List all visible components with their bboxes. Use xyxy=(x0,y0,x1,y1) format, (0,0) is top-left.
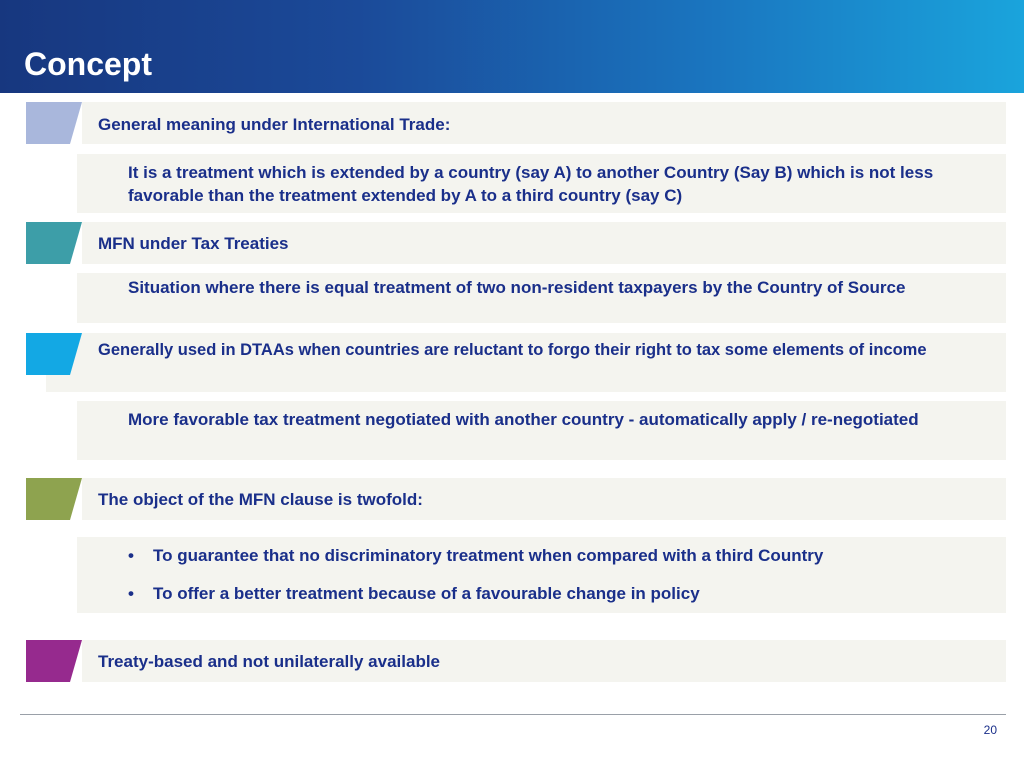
section-dtaa-tab xyxy=(26,333,82,375)
page-title: Concept xyxy=(24,46,152,82)
title-banner xyxy=(0,0,1024,93)
section-object-tab xyxy=(26,478,82,520)
section-treaty-tab xyxy=(26,640,82,682)
section-mfn-heading: MFN under Tax Treaties xyxy=(98,234,289,253)
bullet-item: • To guarantee that no discriminatory treatment when compared with a third Country xyxy=(128,537,823,575)
section-mfn-tab xyxy=(26,222,82,264)
section-general-tab xyxy=(26,102,82,144)
section-treaty-heading: Treaty-based and not unilaterally available xyxy=(98,652,441,671)
page-number: 20 xyxy=(983,723,997,737)
section-general-heading: General meaning under International Trade: xyxy=(98,115,451,134)
section-object-heading: The object of the MFN clause is twofold: xyxy=(98,490,423,509)
section-dtaa-detail: More favorable tax treatment negotiated with another country - automatically apply / re-negotiated xyxy=(128,410,919,429)
section-dtaa-heading: Generally used in DTAAs when countries are reluctant to forgo their right to tax some elements of income xyxy=(98,341,927,359)
bullet-item: • To offer a better treatment because of a favourable change in policy xyxy=(128,575,823,613)
section-mfn-detail: Situation where there is equal treatment of two non-resident taxpayers by the Country of Source xyxy=(128,278,906,297)
footer-divider xyxy=(20,714,1006,715)
section-object-bullet-list xyxy=(128,537,823,613)
section-general-detail: It is a treatment which is extended by a country (say A) to another Country (Say B) which is not less favorable than the treatment extended by A to a third country (say C) xyxy=(128,163,934,205)
